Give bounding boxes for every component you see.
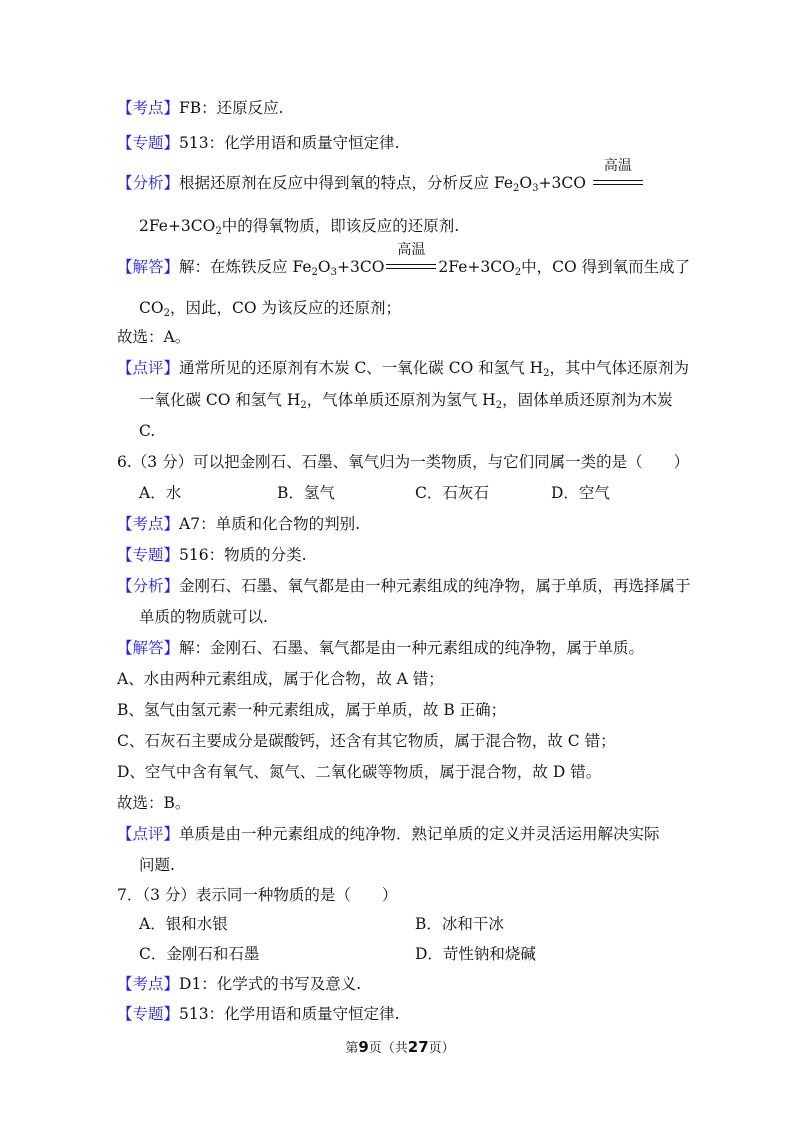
- reaction-condition: 高温: [593, 172, 643, 192]
- q7-zhuanti: 【专题】513：化学用语和质量守恒定律.: [117, 1005, 400, 1023]
- q5-dianping-line2: 一氧化碳 CO 和氢气 $H_2$，气体单质还原剂为氢气 $H_2$，固体单质还原剂为木炭: [139, 391, 673, 411]
- q7-option-a: A．银和水银: [139, 915, 228, 933]
- q5-dianping: 【点评】通常所见的还原剂有木炭 C、一氧化碳 CO 和氢气 $H_2$，其中气体还原剂为: [117, 359, 690, 379]
- q6-jieda-d: D、空气中含有氧气、氮气、二氧化碳等物质，属于混合物，故 D 错。: [117, 763, 602, 781]
- q6-fenxi: 【分析】金刚石、石墨、氧气都是由一种元素组成的纯净物，属于单质，再选择属于: [117, 577, 691, 595]
- page-number: 9: [358, 1038, 369, 1056]
- q6-jieda-a: A、水由两种元素组成，属于化合物，故 A 错；: [117, 670, 444, 688]
- q5-kaodian: [117, 98, 284, 118]
- q6-option-a: A．水: [139, 484, 182, 502]
- q7-option-d: D．苛性钠和烧碱: [415, 945, 536, 963]
- q6-jieda-c: C、石灰石主要成分是碳酸钙，还含有其它物质，属于混合物，故 C 错；: [117, 732, 616, 750]
- q5-guxuan: 故选：A。: [117, 328, 191, 346]
- q6-fenxi-line2: 单质的物质就可以.: [139, 608, 268, 626]
- page-footer: 第9页（共27页）: [345, 1038, 455, 1056]
- q7-option-b: B．冰和干冰: [415, 915, 504, 933]
- q5-zhuanti: [117, 133, 400, 153]
- q6-stem: 6.（3 分）可以把金刚石、石墨、氧气归为一类物质，与它们同属一类的是（ ）: [117, 453, 690, 471]
- q6-jieda-b: B、氢气由氢元素一种元素组成，属于单质，故 B 正确；: [117, 701, 507, 719]
- q5-fenxi: 【分析】根据还原剂在反应中得到氧的特点，分析反应 $Fe_2O_3+3CO$ 高温: [117, 172, 645, 193]
- q6-jieda: 【解答】解：金刚石、石墨、氧气都是由一种元素组成的纯净物，属于单质。: [117, 639, 645, 657]
- kaodian-tag: 【考点】: [117, 99, 180, 117]
- q6-option-c: C．石灰石: [415, 484, 489, 502]
- q5-dianping-line3: C.: [139, 422, 156, 440]
- zhuanti-text: 513：化学用语和质量守恒定律.: [179, 134, 400, 152]
- q6-dianping-line2: 问题.: [139, 856, 175, 874]
- q5-jieda-line2: $CO_2$，因此，CO 为该反应的还原剂；: [139, 299, 401, 319]
- dianping-tag: 【点评】: [117, 359, 180, 377]
- q6-option-d: D．空气: [551, 484, 610, 502]
- q6-option-b: B．氢气: [277, 484, 335, 502]
- fenxi-text: 根据还原剂在反应中得到氧的特点，分析反应 Fe: [179, 174, 514, 192]
- jieda-tag: 【解答】: [117, 258, 180, 276]
- q6-dianping: 【点评】单质是由一种元素组成的纯净物．熟记单质的定义并灵活运用解决实际: [117, 825, 660, 843]
- reaction-condition: 高温: [386, 256, 436, 276]
- q6-zhuanti: 【专题】516：物质的分类.: [117, 546, 307, 564]
- q7-kaodian: 【考点】D1：化学式的书写及意义.: [117, 975, 362, 993]
- q6-guxuan: 故选：B。: [117, 794, 191, 812]
- q5-fenxi-line2: $2Fe+3CO_2$中的得氧物质，即该反应的还原剂.: [139, 217, 460, 237]
- fenxi-tag: 【分析】: [117, 174, 180, 192]
- kaodian-text: FB：还原反应.: [179, 99, 284, 117]
- q7-option-c: C．金刚石和石墨: [139, 945, 260, 963]
- total-pages: 27: [407, 1038, 429, 1056]
- q5-jieda: 【解答】解：在炼铁反应 $Fe_2O_3+3CO$ 高温 $2Fe+3CO_2$中，CO 得到氧而生成了: [117, 242, 691, 278]
- zhuanti-tag: 【专题】: [117, 134, 180, 152]
- q6-kaodian: 【考点】A7：单质和化合物的判别.: [117, 515, 360, 533]
- q7-stem: 7．（3 分）表示同一种物质的是（ ）: [117, 886, 398, 904]
